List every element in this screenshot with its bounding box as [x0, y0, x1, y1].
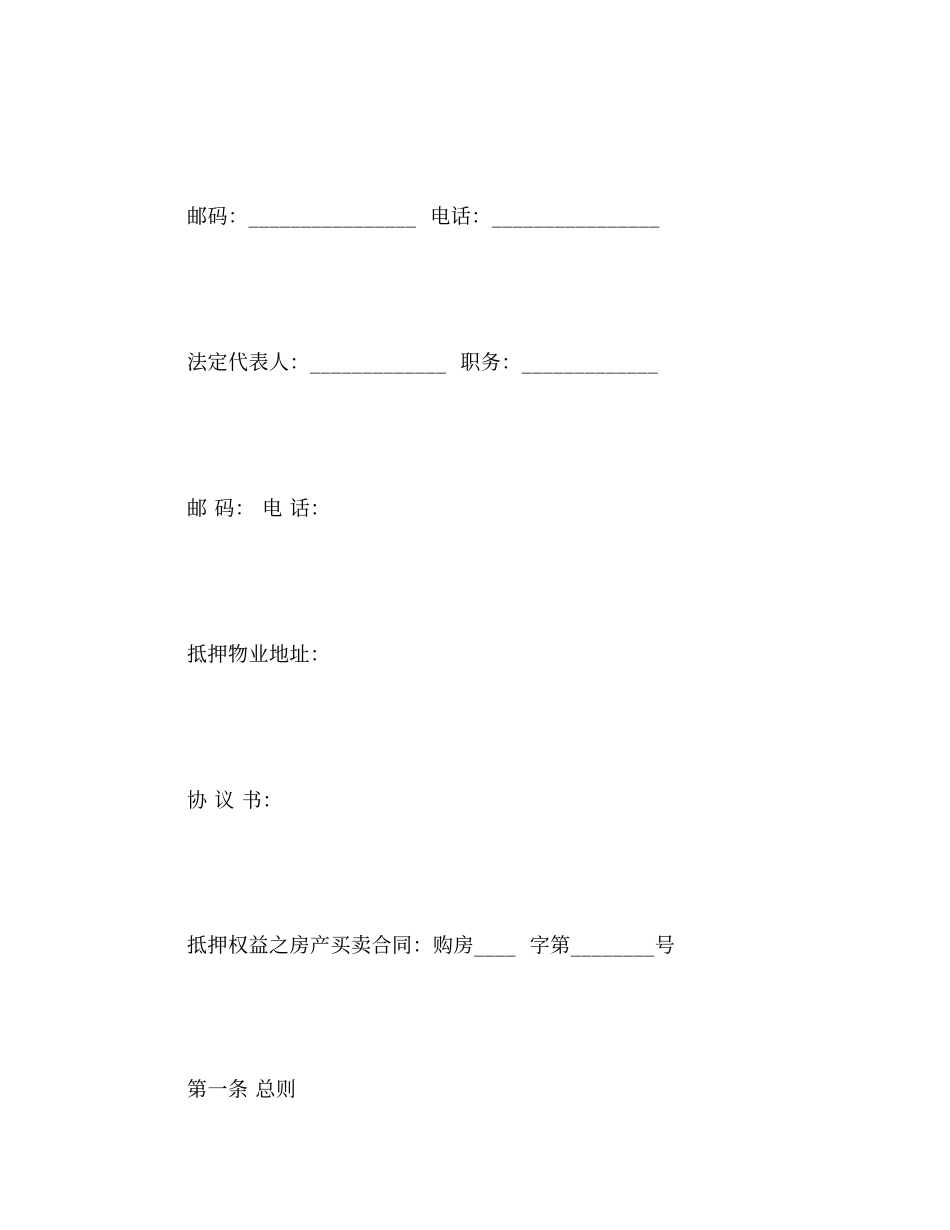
article-one-heading: 第一条 总则 [187, 1077, 297, 1101]
postcode-phone-line: 邮码：________________ 电话：________________ [187, 204, 660, 228]
postcode-phone-line-2: 邮 码： 电 话： [187, 496, 331, 520]
legal-representative-line: 法定代表人：_____________ 职务：_____________ [187, 350, 659, 374]
agreement-line: 协 议 书： [187, 788, 283, 812]
mortgage-property-address-line: 抵押物业地址： [187, 642, 331, 666]
purchase-contract-line: 抵押权益之房产买卖合同：购房____ 字第________号 [187, 933, 676, 957]
